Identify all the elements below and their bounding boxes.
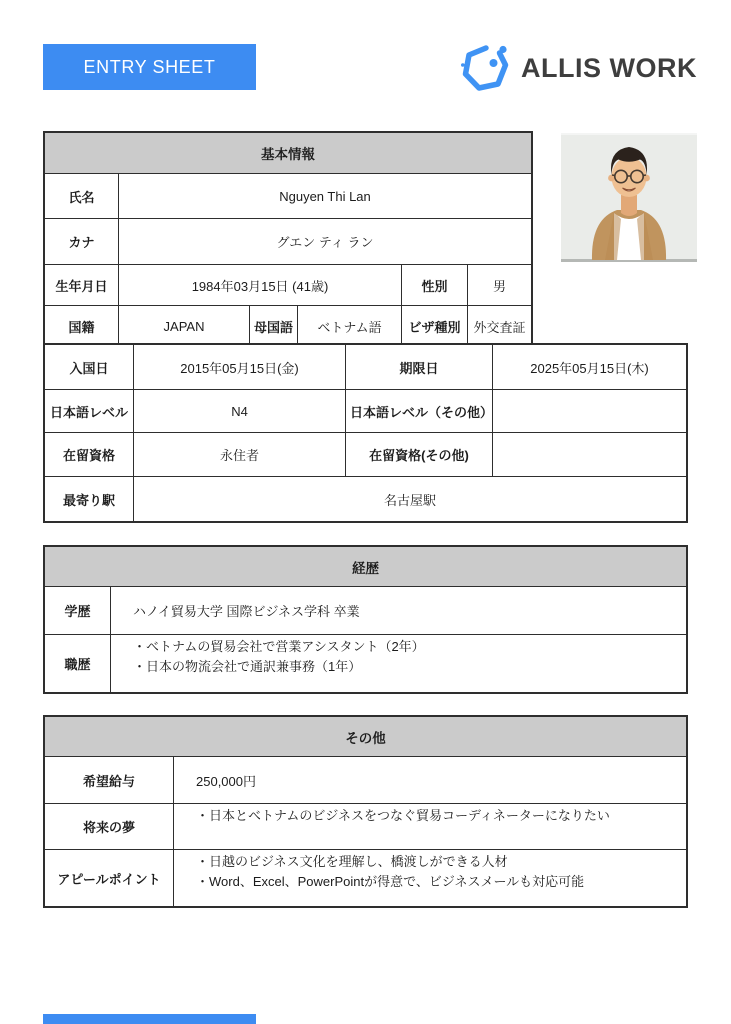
table-row: [45, 756, 686, 803]
name-label: 氏名: [68, 189, 95, 205]
gender-label: 性別: [401, 265, 467, 305]
table-row: [45, 634, 686, 692]
table-row: [45, 173, 531, 218]
work-history-line: ・ベトナムの貿易会社で営業アシスタント（2年）: [133, 639, 425, 654]
residence-status-value: 永住者: [133, 433, 345, 476]
visa-type-label: ビザ種別: [401, 306, 467, 346]
future-dream-label: 将来の夢: [82, 820, 135, 835]
table-row: [45, 476, 686, 521]
japanese-level-value: N4: [133, 390, 345, 432]
appeal-points-label: アピールポイント: [57, 871, 161, 887]
work-history-value: [110, 635, 686, 692]
expiry-date-value: 2025年05月15日(木): [492, 345, 686, 389]
table-row: [45, 218, 531, 264]
logo-text: ALLIS WORK: [521, 52, 697, 83]
appeal-points-line: ・日越のビジネス文化を理解し、橋渡しができる人材: [196, 854, 508, 869]
future-dream-line: ・日本とベトナムのビジネスをつなぐ貿易コーディネーターになりたい: [196, 808, 610, 823]
allis-work-logo: [461, 44, 697, 92]
basic-info-table: [43, 131, 533, 348]
residence-status-other-value: [492, 433, 686, 476]
career-title: 経歴: [45, 547, 686, 586]
nationality-value: JAPAN: [118, 306, 249, 346]
table-row: [45, 264, 531, 305]
birthdate-label: 生年月日: [55, 278, 108, 294]
entry-sheet-banner: [43, 44, 256, 90]
kana-value: グエン ティ ラン: [118, 219, 531, 264]
desired-salary-value: 250,000円: [173, 757, 686, 803]
table-row: [45, 849, 686, 906]
kana-label: カナ: [68, 235, 95, 250]
future-dream-value: [173, 804, 686, 849]
career-table: [43, 545, 688, 694]
japanese-level-other-label: 日本語レベル（その他）: [345, 390, 492, 432]
birthdate-value: 1984年03月15日 (41歳): [118, 265, 401, 305]
table-row: [45, 305, 531, 346]
native-language-label: 母国語: [249, 306, 297, 346]
hexagon-logo-icon: [461, 44, 511, 92]
visa-type-value: 外交査証: [467, 306, 531, 346]
table-row: [45, 586, 686, 634]
expiry-date-label: 期限日: [345, 345, 492, 389]
name-value: Nguyen Thi Lan: [118, 174, 531, 218]
appeal-points-value: [173, 850, 686, 906]
education-label: 学歴: [64, 604, 91, 619]
residence-status-label: 在留資格: [62, 448, 115, 463]
next-page-banner-sliver: [43, 1014, 256, 1024]
appeal-points-line: ・Word、Excel、PowerPointが得意で、ビジネスメールも対応可能: [196, 873, 585, 889]
table-row: [45, 345, 686, 389]
nearest-station-label: 最寄り駅: [62, 492, 115, 508]
work-history-label: 職歴: [64, 657, 91, 672]
japanese-level-label: 日本語レベル: [49, 404, 128, 420]
table-row: [45, 803, 686, 849]
other-title: その他: [45, 717, 686, 756]
other-table: [43, 715, 688, 908]
work-history-line: ・日本の物流会社で通訳兼事務（1年）: [133, 658, 362, 674]
residence-status-other-label: 在留資格(その他): [345, 433, 492, 476]
education-value: ハノイ貿易大学 国際ビジネス学科 卒業: [110, 587, 686, 634]
nationality-label: 国籍: [68, 319, 95, 335]
basic-info-table-lower: [43, 343, 688, 523]
nearest-station-value: 名古屋駅: [133, 477, 686, 521]
entry-sheet-banner-label: ENTRY SHEET: [83, 56, 216, 77]
basic-info-title: 基本情報: [45, 133, 531, 173]
native-language-value: ベトナム語: [297, 306, 401, 346]
table-row: [45, 389, 686, 432]
entry-date-value: 2015年05月15日(金): [133, 345, 345, 389]
japanese-level-other-value: [492, 390, 686, 432]
gender-value: 男: [467, 265, 531, 305]
table-row: [45, 432, 686, 476]
entry-date-label: 入国日: [69, 360, 109, 376]
desired-salary-label: 希望給与: [82, 773, 135, 789]
applicant-photo: [561, 133, 697, 262]
